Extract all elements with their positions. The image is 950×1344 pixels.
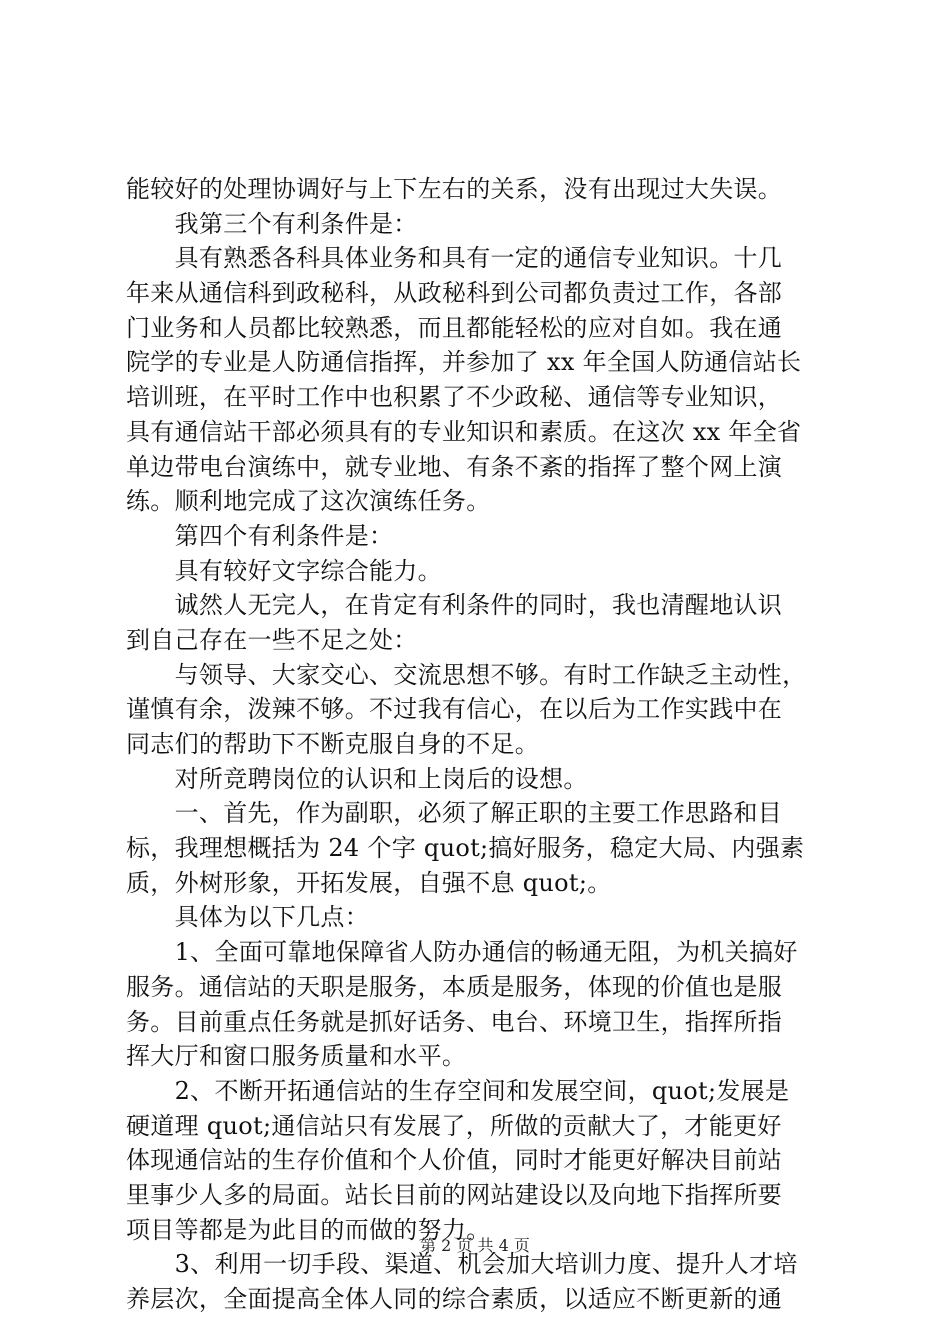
text-line: 3、利用一切手段、渠道、机会加大培训力度、提升人才培 [126, 1250, 798, 1279]
text-line: 第四个有利条件是： [126, 521, 394, 550]
text-line: 练。顺利地完成了这次演练任务。 [126, 487, 491, 516]
text-line: 体现通信站的生存价值和个人价值，同时才能更好解决目前站 [126, 1146, 783, 1175]
page-footer [0, 1236, 950, 1256]
text-line: 2、不断开拓通信站的生存空间和发展空间，quot;发展是 [126, 1076, 790, 1105]
page-number-label: 第 2 页 共 4 页 [420, 1236, 530, 1255]
text-line: 单边带电台演练中，就专业地、有条不紊的指挥了整个网上演 [126, 452, 783, 481]
text-line: 一、首先，作为副职，必须了解正职的主要工作思路和目 [126, 799, 783, 828]
text-line: 我第三个有利条件是： [126, 209, 418, 238]
text-line: 与领导、大家交心、交流思想不够。有时工作缺乏主动性， [126, 660, 807, 689]
text-line: 同志们的帮助下不断克服自身的不足。 [126, 730, 540, 758]
text-line: 标，我理想概括为 24 个字 quot;搞好服务，稳定大局、内强素 [126, 834, 805, 863]
text-line: 院学的专业是人防通信指挥，并参加了 xx 年全国人防通信站长 [126, 348, 802, 377]
text-line: 具有通信站干部必须具有的专业知识和素质。在这次 xx 年全省 [126, 417, 802, 446]
text-line: 诚然人无完人，在肯定有利条件的同时，我也清醒地认识 [126, 591, 783, 620]
text-line: 养层次，全面提高全体人同的综合素质，以适应不断更新的通 [126, 1285, 783, 1313]
body-text [126, 172, 834, 1317]
text-line: 1、全面可靠地保障省人防办通信的畅通无阻，为机关搞好 [126, 938, 798, 967]
text-line: 门业务和人员都比较熟悉，而且都能轻松的应对自如。我在通 [126, 313, 783, 342]
text-line: 能较好的处理协调好与上下左右的关系，没有出现过大失误。 [126, 175, 783, 203]
text-line: 具有熟悉各科具体业务和具有一定的通信专业知识。十几 [126, 244, 783, 273]
text-line: 具有较好文字综合能力。 [126, 556, 442, 585]
text-line: 项目等都是为此目的而做的努力。 [126, 1215, 491, 1244]
text-line: 里事少人多的局面。站长目前的网站建设以及向地下指挥所要 [126, 1180, 783, 1209]
text-line: 年来从通信科到政秘科，从政秘科到公司都负责过工作，各部 [126, 279, 783, 308]
text-line: 务。目前重点任务就是抓好话务、电台、环境卫生，指挥所指 [126, 1007, 783, 1036]
text-line: 硬道理 quot;通信站只有发展了，所做的贡献大了，才能更好 [126, 1111, 782, 1140]
text-line: 具体为以下几点： [126, 903, 369, 932]
text-line: 到自己存在一些不足之处： [126, 625, 418, 654]
text-line: 对所竞聘岗位的认识和上岗后的设想。 [126, 764, 588, 793]
text-line: 培训班，在平时工作中也积累了不少政秘、通信等专业知识， [126, 383, 783, 412]
text-line: 质，外树形象，开拓发展，自强不息 quot;。 [126, 868, 612, 897]
text-line: 挥大厅和窗口服务质量和水平。 [126, 1042, 467, 1071]
text-line: 服务。通信站的天职是服务，本质是服务，体现的价值也是服 [126, 972, 783, 1001]
text-line: 谨慎有余，泼辣不够。不过我有信心，在以后为工作实践中在 [126, 695, 783, 724]
